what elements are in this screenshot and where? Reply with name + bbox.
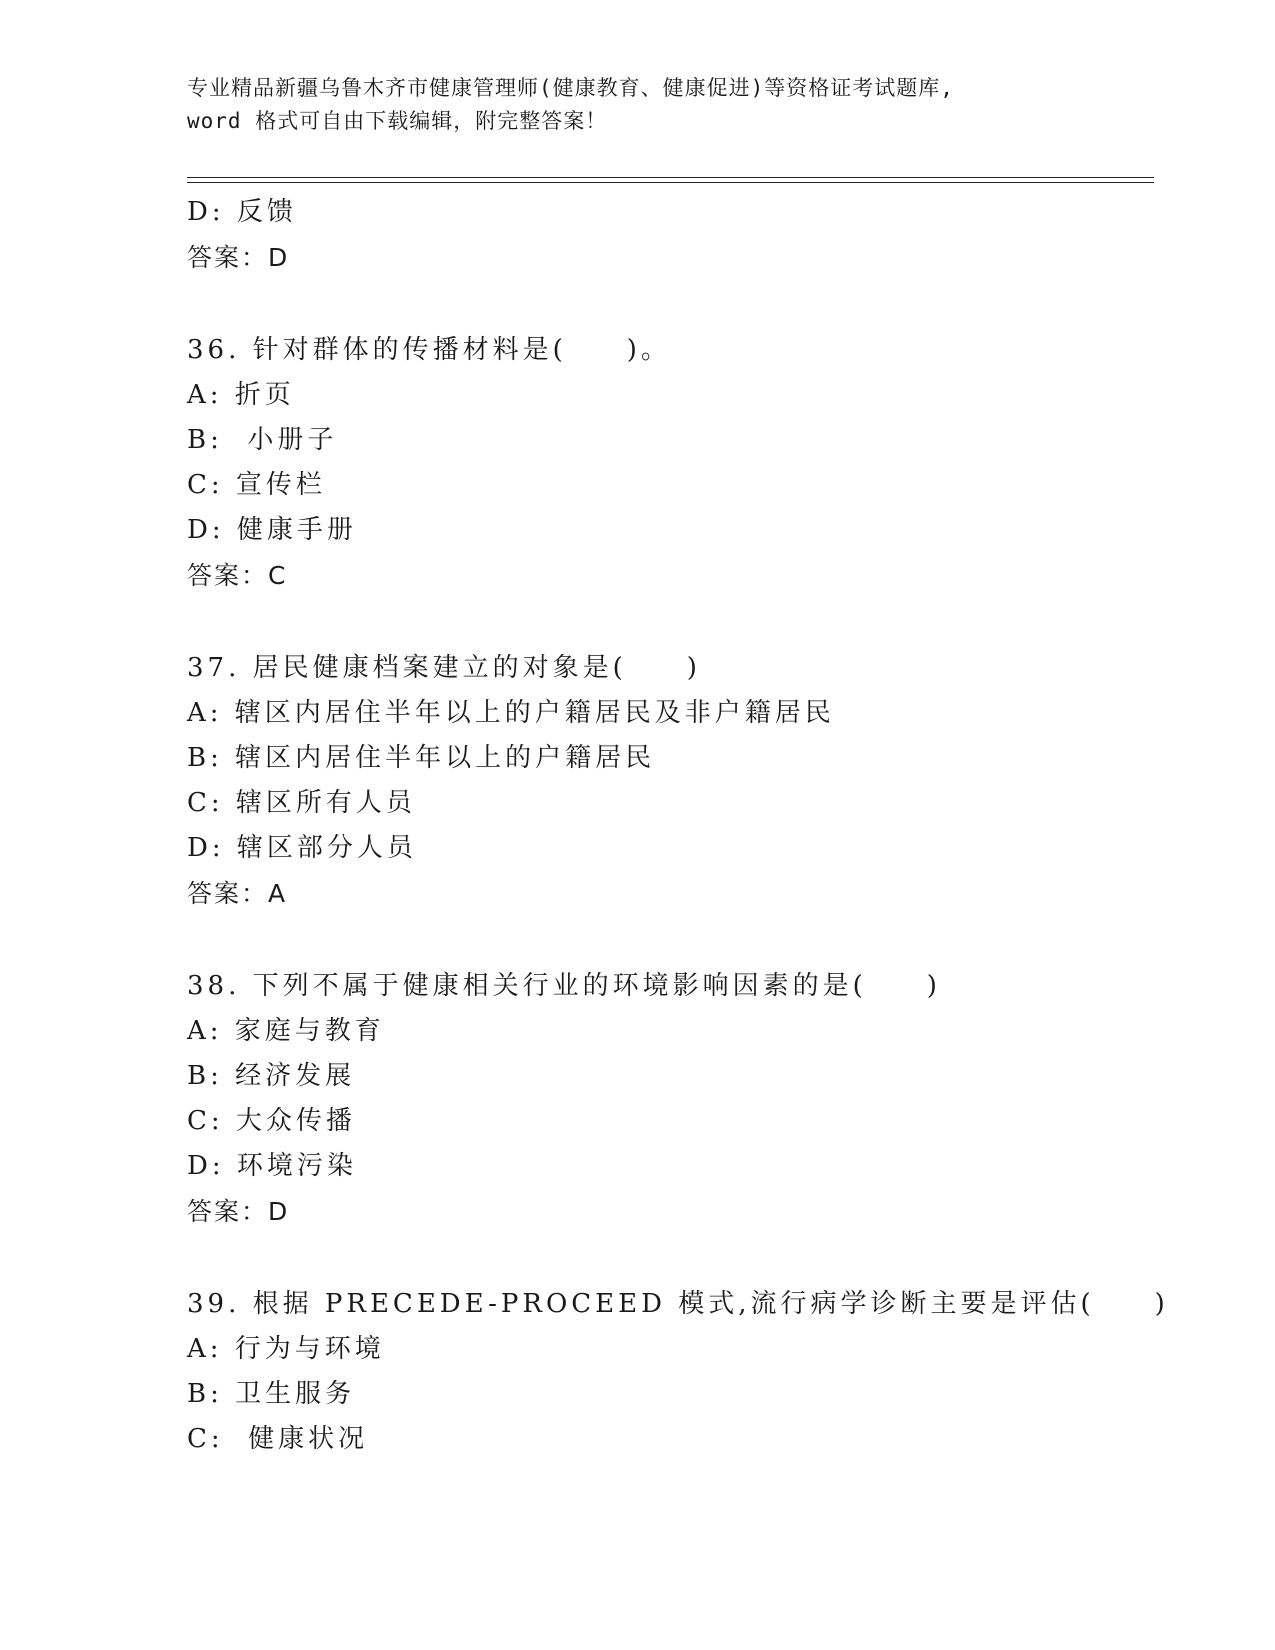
spacer bbox=[187, 1234, 1147, 1282]
option-b: B: 辖区内居住半年以上的户籍居民 bbox=[187, 743, 656, 773]
spacer bbox=[187, 280, 1147, 328]
answer: 答案：A bbox=[187, 879, 288, 908]
answer: 答案：C bbox=[187, 561, 288, 590]
question-39 bbox=[187, 1282, 1169, 1462]
option-d: D: 环境污染 bbox=[187, 1151, 357, 1181]
option-a: A: 折页 bbox=[187, 380, 295, 410]
option-b: B: 经济发展 bbox=[187, 1061, 356, 1091]
spacer bbox=[187, 598, 1147, 646]
question-stem: 37. 居民健康档案建立的对象是( ) bbox=[187, 653, 701, 683]
option-b: B: 卫生服务 bbox=[187, 1379, 356, 1409]
document-header bbox=[187, 72, 1087, 138]
option-d: D: 健康手册 bbox=[187, 515, 357, 545]
option-d-continued: D: 反馈 bbox=[187, 197, 297, 227]
option-c: C: 健康状况 bbox=[187, 1424, 369, 1454]
answer-35: 答案：D bbox=[187, 243, 290, 272]
question-stem: 39. 根据 PRECEDE-PROCEED 模式,流行病学诊断主要是评估( ) bbox=[187, 1289, 1169, 1319]
option-c: C: 大众传播 bbox=[187, 1106, 356, 1136]
spacer bbox=[187, 916, 1147, 964]
question-stem: 36. 针对群体的传播材料是( )。 bbox=[187, 335, 671, 365]
option-d: D: 辖区部分人员 bbox=[187, 833, 417, 863]
option-a: A: 辖区内居住半年以上的户籍居民及非户籍居民 bbox=[187, 698, 835, 728]
question-38 bbox=[187, 964, 1147, 1234]
answer: 答案：D bbox=[187, 1197, 290, 1226]
header-line-2: word 格式可自由下载编辑，附完整答案！ bbox=[187, 109, 608, 133]
option-b: B: 小册子 bbox=[187, 425, 338, 455]
question-37 bbox=[187, 646, 1147, 916]
header-divider-bottom bbox=[187, 182, 1154, 183]
question-36 bbox=[187, 328, 1147, 598]
option-c: C: 宣传栏 bbox=[187, 470, 326, 500]
question-stem: 38. 下列不属于健康相关行业的环境影响因素的是( ) bbox=[187, 971, 941, 1001]
option-a: A: 家庭与教育 bbox=[187, 1016, 385, 1046]
header-divider-top bbox=[187, 177, 1154, 178]
question-list bbox=[187, 190, 1169, 1462]
header-line-1: 专业精品新疆乌鲁木齐市健康管理师(健康教育、健康促进)等资格证考试题库, bbox=[187, 76, 954, 100]
option-c: C: 辖区所有人员 bbox=[187, 788, 416, 818]
option-a: A: 行为与环境 bbox=[187, 1334, 385, 1364]
